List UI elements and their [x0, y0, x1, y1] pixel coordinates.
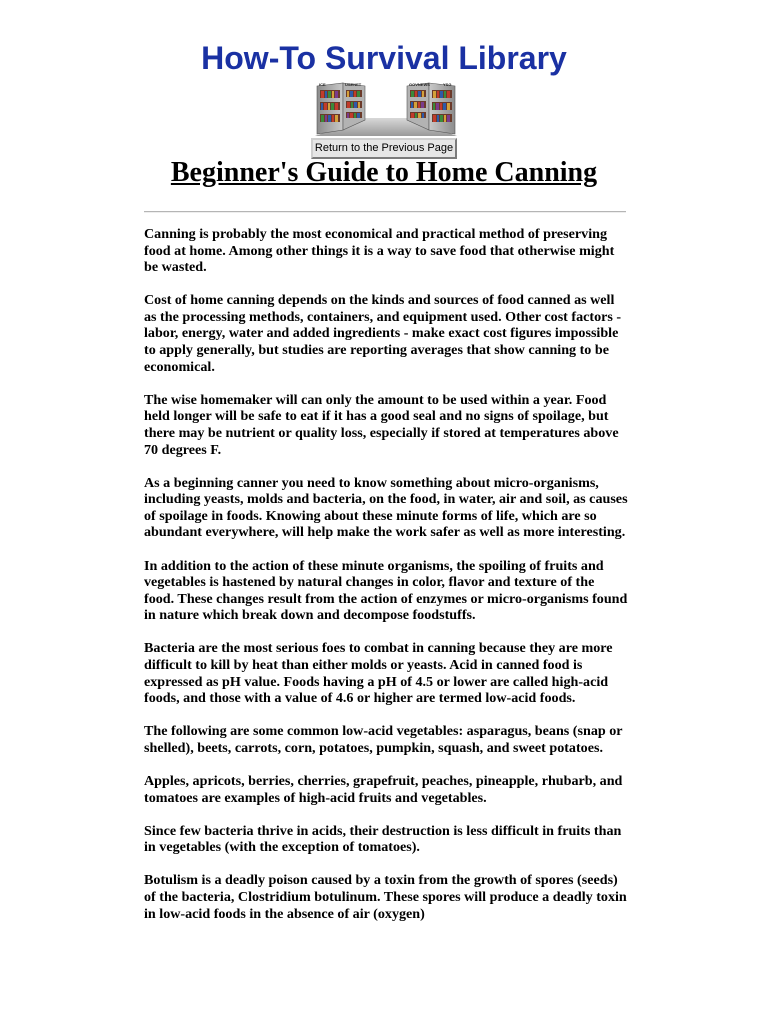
- shelf-label: GOVNEWS: [409, 82, 430, 87]
- document-title: Beginner's Guide to Home Canning: [170, 157, 598, 188]
- paragraph: Apples, apricots, berries, cherries, grapefruit, peaches, pineapple, rhubarb, and tomatoes are examples of high-acid fruits and vegetables.: [144, 772, 623, 806]
- shelf-label: USENET: [345, 82, 362, 87]
- shelf-label: ICE: [319, 82, 326, 87]
- paragraph: In addition to the action of these minute organisms, the spoiling of fruits and vegetables is hastened by natural changes in color, flavor and texture of the food. These changes result from the action of enzymes or micro-organisms found in nature which break down and decompose foodstuffs.: [144, 557, 628, 624]
- paragraph: As a beginning canner you need to know something about micro-organisms, including yeasts, molds and bacteria, on the food, in water, air and soil, as causes of spoilage in foods. Knowing about these minute forms of life, which are so abundant everywhere, will help make the work safer as well as more interesting.: [144, 474, 628, 541]
- paragraph: Bacteria are the most serious foes to combat in canning because they are more difficult to kill by heat than either molds or yeasts. Acid in canned food is expressed as pH value. Foods having a pH of 4.5 or lower are called high-acid foods, and those with a value of 4.6 or higher are termed low-acid foods.: [144, 640, 613, 707]
- paragraph: The following are some common low-acid vegetables: asparagus, beans (snap or shelled), beets, carrots, corn, potatoes, pumpkin, squash, and sweet potatoes.: [144, 723, 623, 756]
- paragraph: Since few bacteria thrive in acids, their destruction is less difficult in fruits than in vegetables (with the exception of tomatoes).: [144, 822, 622, 856]
- paragraph: Botulism is a deadly poison caused by a toxin from the growth of spores (seeds) of the bacteria, Clostridium botulinum. These spores will produce a deadly toxin in low-acid foods in the absence of air (oxygen): [144, 872, 627, 922]
- shelf-label: YSG: [443, 82, 452, 87]
- paragraph: Cost of home canning depends on the kinds and sources of food canned as well as the processing methods, containers, and equipment used. Other cost factors - labor, energy, water and added ingredients - make exact cost figures impossible to apply generally, but studies are reporting averages that show canning to be economical.: [144, 292, 622, 375]
- paragraph: The wise homemaker will can only the amount to be used within a year. Food held longer will be safe to eat if it has a good seal and no signs of spoilage, but there may be nutrient or quality loss, especially if stored at temperatures above 70 degrees F.: [144, 391, 619, 458]
- article-body: [144, 226, 628, 939]
- site-title: How-To Survival Library: [201, 40, 567, 76]
- paragraph: Canning is probably the most economical and practical method of preserving food at home. Among other things it is a way to save food that otherwise might be wasted.: [144, 226, 615, 276]
- horizontal-rule: [144, 211, 626, 213]
- library-shelves-banner[interactable]: [315, 80, 457, 136]
- return-previous-page-button[interactable]: Return to the Previous Page: [311, 138, 457, 159]
